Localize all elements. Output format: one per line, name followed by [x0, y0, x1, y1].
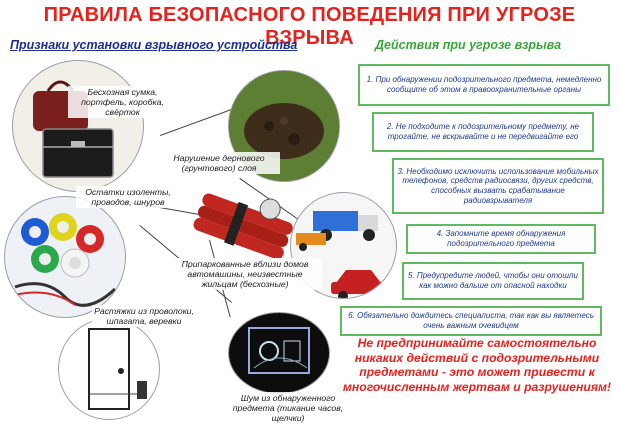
action-box-5: 5. Предупредите людей, чтобы они отошли как можно дальше от опасной находки [402, 262, 584, 300]
sign-label-tripwire: Растяжки из проволоки, шпагата, веревки [92, 305, 196, 327]
sign-label-cars: Припаркованные вблизи домов автомашины, неизвестные жильцам (бесхозные) [168, 258, 322, 290]
page-title: ПРАВИЛА БЕЗОПАСНОГО ПОВЕДЕНИЯ ПРИ УГРОЗЕ ВЗРЫВА [43, 4, 576, 49]
action-box-3: 3. Необходимо исключить использование мобильных телефонов, средств радиосвязи, других средств, способных вызвать срабатывание радиовзрывателя [392, 158, 604, 214]
signs-header: Признаки установки взрывного устройства [10, 38, 298, 52]
actions-header: Действия при угрозе взрыва [375, 38, 562, 52]
xray-icon [229, 313, 329, 393]
dynamite-icon [192, 188, 302, 258]
sign-label-tape: Остатки изоленты, проводов, шнуров [76, 186, 180, 208]
tape-icon [5, 197, 125, 317]
bag-icon [13, 61, 143, 191]
action-box-2: 2. Не подходите к подозрительному предмету, не трогайте, не вскрывайте и не передвигайте его [372, 112, 594, 152]
tripwire-icon [59, 319, 159, 419]
tape-image [4, 196, 126, 318]
sign-label-noise: Шум из обнаруженного предмета (тикание часов, щелчки) [226, 392, 350, 424]
action-box-6: 6. Обязательно дождитесь специалиста, так как вы являетесь очень важным очевидцем [340, 306, 602, 336]
tripwire-image [58, 318, 160, 420]
truck-icon [291, 193, 396, 253]
sign-label-soil: Нарушение дернового (грунтового) слоя [158, 152, 280, 174]
bag-image [12, 60, 144, 192]
action-box-1: 1. При обнаружении подозрительного предмета, немедленно сообщите об этом в правоохранительные органы [358, 64, 610, 106]
xray-image [228, 312, 330, 394]
sign-label-bag: Бесхозная сумка, портфель, коробка, свёрток [68, 86, 177, 118]
warning-text: Не предпринимайте самостоятельно никаких действий с подозрительными предметами - это может привести к многочисленным жертвам и разрушениям! [342, 336, 612, 394]
action-box-4: 4. Запомните время обнаружения подозрительного предмета [406, 224, 596, 254]
dynamite-image [192, 188, 302, 258]
